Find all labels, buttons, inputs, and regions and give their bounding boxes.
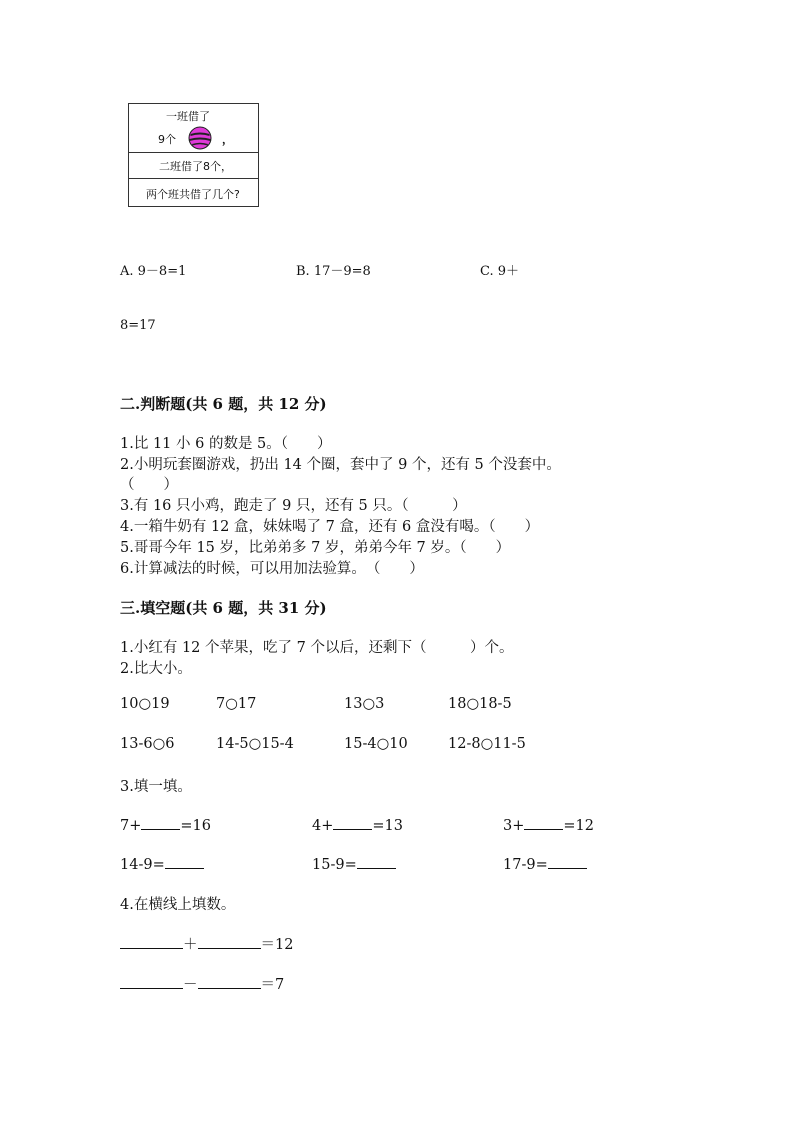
problem-row-3 — [129, 179, 258, 207]
fill-q3: 3.填一填。 — [120, 779, 192, 795]
section-2-title: 二.判断题(共 6 题，共 12 分) — [120, 395, 327, 413]
problem-text-2: 二班借了8个， — [159, 160, 232, 173]
fill-equation — [503, 854, 587, 873]
problem-box — [128, 103, 259, 207]
fill-post: =12 — [563, 818, 594, 834]
judge-item-3: 3.有 16 只小鸡，跑走了 9 只，还有 5 只。（ ） — [120, 498, 467, 514]
ball-icon — [188, 126, 212, 150]
fill-post: =13 — [372, 818, 403, 834]
equation-operator: ＋ — [183, 937, 198, 953]
problem-text-3: 两个班共借了几个? — [146, 188, 240, 201]
problem-row-2 — [129, 153, 258, 179]
fill-pre: 3+ — [503, 818, 525, 834]
compare-item: 10○19 — [120, 696, 170, 712]
judge-item-2: 2.小明玩套圈游戏，扔出 14 个圈，套中了 9 个，还有 5 个没套中。 — [120, 457, 561, 473]
problem-row-1 — [129, 104, 258, 153]
answer-blank[interactable] — [120, 974, 183, 989]
answer-blank[interactable] — [524, 815, 563, 830]
compare-item: 7○17 — [216, 696, 257, 712]
blank-equation-1 — [120, 933, 293, 954]
compare-item: 14-5○15-4 — [216, 736, 294, 752]
problem-text-1b: 9个 — [158, 133, 176, 146]
choice-b: B. 17－9=8 — [296, 264, 371, 279]
answer-blank[interactable] — [198, 974, 261, 989]
compare-item: 13-6○6 — [120, 736, 175, 752]
answer-blank[interactable] — [357, 854, 396, 869]
choice-c-continued: 8=17 — [120, 318, 156, 333]
fill-q1: 1.小红有 12 个苹果，吃了 7 个以后，还剩下（ ）个。 — [120, 640, 514, 656]
judge-item-2-bracket: （ ） — [120, 477, 178, 493]
answer-blank[interactable] — [120, 934, 183, 949]
equation-operator: － — [183, 977, 198, 993]
answer-blank[interactable] — [141, 815, 180, 830]
answer-blank[interactable] — [548, 854, 587, 869]
fill-post: =16 — [180, 818, 211, 834]
blank-equation-2 — [120, 973, 284, 994]
choice-c: C. 9＋ — [480, 264, 520, 279]
compare-item: 13○3 — [344, 696, 385, 712]
equation-result: ＝7 — [260, 977, 285, 993]
judge-item-1: 1.比 11 小 6 的数是 5。（ ） — [120, 436, 332, 452]
answer-blank[interactable] — [198, 934, 261, 949]
fill-equation — [120, 854, 204, 873]
problem-comma: ， — [222, 133, 233, 146]
fill-q4: 4.在横线上填数。 — [120, 897, 236, 913]
judge-item-4: 4.一箱牛奶有 12 盒，妹妹喝了 7 盒，还有 6 盒没有喝。（ ） — [120, 519, 540, 535]
fill-q2: 2.比大小。 — [120, 661, 192, 677]
fill-pre: 7+ — [120, 818, 142, 834]
fill-equation — [503, 815, 594, 834]
problem-text-1: 一班借了 — [166, 110, 210, 123]
compare-item: 18○18-5 — [448, 696, 512, 712]
fill-pre: 15-9= — [312, 857, 357, 873]
judge-item-5: 5.哥哥今年 15 岁，比弟弟多 7 岁，弟弟今年 7 岁。（ ） — [120, 540, 511, 556]
fill-pre: 17-9= — [503, 857, 548, 873]
judge-item-6: 6.计算减法的时候，可以用加法验算。 （ ） — [120, 561, 424, 577]
fill-pre: 14-9= — [120, 857, 165, 873]
compare-item: 15-4○10 — [344, 736, 408, 752]
equation-result: ＝12 — [260, 937, 294, 953]
answer-blank[interactable] — [165, 854, 204, 869]
fill-equation — [312, 854, 396, 873]
choice-a: A. 9－8=1 — [120, 264, 187, 279]
fill-pre: 4+ — [312, 818, 334, 834]
answer-blank[interactable] — [333, 815, 372, 830]
section-3-title: 三.填空题(共 6 题，共 31 分) — [120, 599, 327, 617]
compare-item: 12-8○11-5 — [448, 736, 526, 752]
fill-equation — [120, 815, 211, 834]
fill-equation — [312, 815, 403, 834]
